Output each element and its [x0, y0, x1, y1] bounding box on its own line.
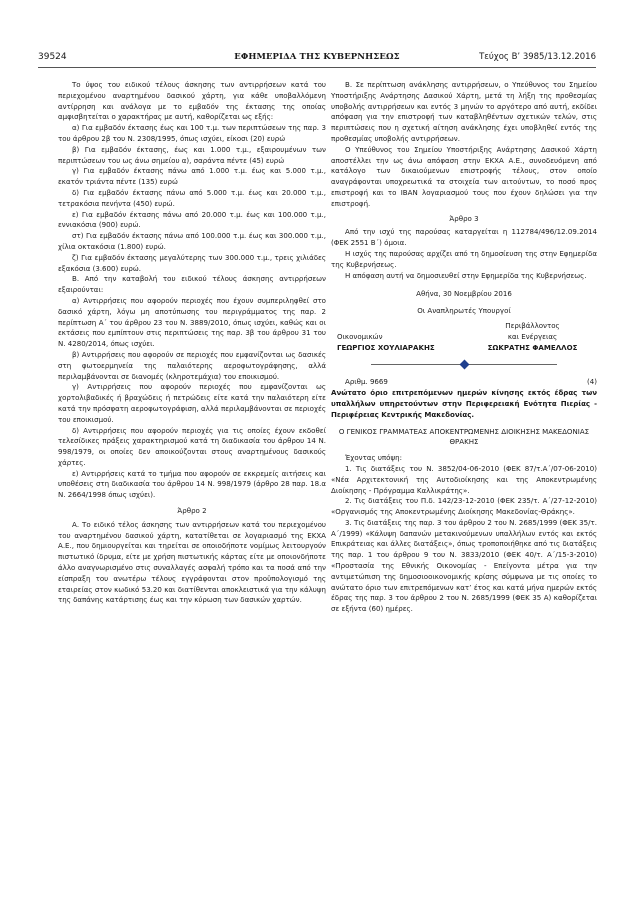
paragraph-article-2-b-cont: Ο Υπεύθυνος του Σημείου Υποστήριξης Ανάρτησης Δασικού Χάρτη αποστέλλει την ως άνω απόφαση στην ΕΚΧΑ Α.Ε., συνοδευόμενη από κατάλογο των δικαιούμενων επιστροφής τέλους, στον οποίο αναγράφονται υποχρεωτικά τα στοιχεία των αιτούντων, το ποσό προς επιστροφή και το IBAN λογαριασμού τους που έχουν δηλώσει για την επιστροφή.	[331, 144, 597, 208]
ministers-heading: Οι Αναπληρωτές Υπουργοί	[417, 306, 511, 316]
signature-environment	[468, 321, 597, 353]
signature-finance	[331, 321, 460, 353]
article-3-heading: Άρθρο 3	[449, 213, 479, 223]
decision-number: Αριθμ. 9669	[345, 377, 388, 387]
paragraph-fee-d: δ) Για εμβαδόν έκτασης πάνω από 5.000 τ.μ. έως και 20.000 τ.μ., τετρακόσια πενήντα (450) ευρώ.	[58, 187, 326, 208]
decision-sequence: (4)	[587, 377, 597, 387]
paragraph-fee-e: ε) Για εμβαδόν έκτασης πάνω από 20.000 τ.μ. έως και 100.000 τ.μ., εννιακόσια (900) ευρώ.	[58, 209, 326, 230]
right-column	[331, 80, 597, 615]
paragraph-exemption-c: γ) Αντιρρήσεις που αφορούν περιοχές που εμφανίζονται ως χορτολιβαδικές ή βραχώδεις ή πετρώδεις είτε κατά την παλαιότερη είτε κατά την πρόσφατη αεροφωτογράφιση, αλλά περιλαμβάνονται σε περιοχές του εποικισμού.	[58, 382, 326, 424]
place-date: Αθήνα, 30 Νοεμβρίου 2016	[416, 289, 512, 299]
minister-title-environment-1: Περιβάλλοντος	[505, 320, 560, 330]
minister-name-environment: ΣΩΚΡΑΤΗΣ ΦΑΜΕΛΛΟΣ	[487, 342, 578, 352]
recital-1: 1. Τις διατάξεις του Ν. 3852/04-06-2010 (ΦΕΚ 87/τ.Α΄/07-06-2010) «Νέα Αρχιτεκτονική της Αυτοδιοίκησης και της Αποκεντρωμένης Διοίκησης - Πρόγραμμα Καλλικράτης».	[331, 463, 597, 495]
section-divider	[331, 359, 597, 371]
paragraph-exemption-e: ε) Αντιρρήσεις κατά το τμήμα που αφορούν σε εκκρεμείς αιτήσεις και υποθέσεις στη διαδικασία του άρθρου 14 Ν. 998/1979 (άρθρο 28 παρ. 18.α Ν. 2664/1998 όπως ισχύει).	[58, 468, 326, 500]
left-column	[58, 80, 326, 606]
paragraph-article-3-repeal: Από την ισχύ της παρούσας καταργείται η 112784/496/12.09.2014 (ΦΕΚ 2551 Β΄) όμοια.	[331, 227, 597, 248]
minister-name-finance: ΓΕΩΡΓΙΟΣ ΧΟΥΛΙΑΡΑΚΗΣ	[337, 342, 435, 352]
paragraph-exemption-a: α) Αντιρρήσεις που αφορούν περιοχές που έχουν συμπεριληφθεί στο δασικό χάρτη, λόγω μη αποτύπωσης του περιγράμματος της παρ. 2 περίπτωση Α΄ του άρθρου 23 του Ν. 3889/2010, όπως ισχύει, καθώς και οι εκτάσεις που εμπίπτουν στις περιπτώσεις της παρ. 3β του άρθρου 31 του Ν. 4280/2014, όπως ισχύει.	[58, 295, 326, 349]
minister-title-finance: Οικονομικών	[337, 331, 383, 341]
paragraph-fee-st: στ) Για εμβαδόν έκτασης πάνω από 100.000 τ.μ. έως και 300.000 τ.μ., χίλια οκτακόσια (1.800) ευρώ.	[58, 231, 326, 251]
paragraph-fee-z: ζ) Για εμβαδόν έκτασης μεγαλύτερης των 300.000 τ.μ., τρεις χιλιάδες εξακόσια (3.600) ευρώ.	[58, 252, 326, 273]
paragraph-exemptions-intro: Β. Από την καταβολή του ειδικού τέλους άσκησης αντιρρήσεων εξαιρούνται:	[58, 274, 326, 295]
page-number: 39524	[38, 52, 67, 62]
paragraph-article-3-publish: Η απόφαση αυτή να δημοσιευθεί στην Εφημερίδα της Κυβερνήσεως.	[345, 270, 587, 280]
decision-number-row	[331, 377, 597, 388]
signatures	[331, 321, 597, 353]
decision-title: Ανώτατο όριο επιτρεπόμενων ημερών κίνησης εκτός έδρας των υπαλλήλων υπηρετούντων στην Περιφερειακή Ενότητα Πιερίας - Περιφέρειας Κεντρικής Μακεδονίας.	[331, 388, 597, 419]
paragraph-fee-intro: Το ύψος του ειδικού τέλους άσκησης των αντιρρήσεων κατά του περιεχομένου αναρτημένου δασικού χάρτη, για κάθε υποβαλλόμενη αντίρρηση και ανάλογα με το εμβαδόν της έκτασης της οποίας αμφισβητείται ο χαρακτήρας με αυτή, καθορίζεται ως εξής:	[58, 80, 326, 122]
paragraph-exemption-d: δ) Αντιρρήσεις που αφορούν περιοχές για τις οποίες έχουν εκδοθεί τελεσίδικες πράξεις χαρακτηρισμού κατά τη διαδικασία του άρθρου 14 Ν. 998/1979, οι οποίες δεν αποικούζονται στους αναρτημένους δασικούς χάρτες.	[58, 425, 326, 467]
paragraph-article-2-b: Β. Σε περίπτωση ανάκλησης αντιρρήσεων, ο Υπεύθυνος του Σημείου Υποστήριξης Ανάρτησης Δασικού Χάρτη, μετά τη λήξη της προθεσμίας υποβολής αντιρρήσεων και εντός 3 μηνών το αργότερο από αυτή, εκδίδει απόφαση για την επιστροφή των καταβληθέντων σχετικών τελών, στις περιπτώσεις που η σχετική αίτηση ανάκλησης έχει υποβληθεί εντός της προθεσμίας υποβολής αντιρρήσεων.	[331, 80, 597, 143]
paragraph-fee-c: γ) Για εμβαδόν έκτασης πάνω από 1.000 τ.μ. έως και 5.000 τ.μ., εκατόν τριάντα πέντε (135) ευρώ	[58, 166, 326, 187]
minister-title-environment-2: και Ενέργειας	[507, 331, 558, 341]
header-rule	[38, 67, 596, 68]
issue-reference: Τεύχος Β’ 3985/13.12.2016	[479, 52, 596, 62]
article-2-heading: Άρθρο 2	[177, 506, 207, 516]
paragraph-article-3-effect: Η ισχύς της παρούσας αρχίζει από τη δημοσίευση της στην Εφημερίδα της Κυβερνήσεως.	[331, 248, 597, 269]
issuing-authority: Ο ΓΕΝΙΚΟΣ ΓΡΑΜΜΑΤΕΑΣ ΑΠΟΚΕΝΤΡΩΜΕΝΗΣ ΔΙΟΙΚΗΣΗΣ ΜΑΚΕΔΟΝΙΑΣ ΘΡΑΚΗΣ	[338, 426, 590, 447]
having-regard: Έχοντας υπόψη:	[345, 453, 402, 463]
page-header	[38, 52, 596, 66]
paragraph-fee-b: β) Για εμβαδόν έκτασης, έως και 1.000 τ.μ., εξαιρουμένων των περιπτώσεων του ως άνω σημείου α), σαράντα πέντε (45) ευρώ	[58, 144, 326, 165]
gazette-title: ΕΦΗΜΕΡΙΔΑ ΤΗΣ ΚΥΒΕΡΝΗΣΕΩΣ	[234, 52, 400, 62]
paragraph-article-2-a: Α. Το ειδικό τέλος άσκησης των αντιρρήσεων κατά του περιεχομένου του αναρτημένου δασικού χάρτη, κατατίθεται σε λογαριασμό της ΕΚΧΑ Α.Ε., που δημιουργείται και τηρείται σε οποιοδήποτε νομίμως λειτουργούν πιστωτικό ίδρυμα, είτε με χρήση πιστωτικής κάρτας είτε με οποιονδήποτε άλλο αναγνωρισμένο στις συναλλαγές ασφαλή τρόπο και τα ποσά από την είσπραξη του ανωτέρω τέλους εγγράφονται στον προϋπολογισμό της εταιρείας στον κωδικό 53.20 και διατίθενται αποκλειστικά για την κάλυψη της δαπάνης κατάρτισης έως και την κύρωση των δασικών χαρτών.	[58, 519, 326, 605]
paragraph-exemption-b: β) Αντιρρήσεις που αφορούν σε περιοχές που εμφανίζονται ως δασικές στη φωτοερμηνεία της παλαιότερης αεροφωτογράφησης, αλλά περιλαμβάνονται σε διανομές (κληροτεμάχια) του εποικισμού.	[58, 349, 326, 381]
recital-2: 2. Τις διατάξεις του Π.δ. 142/23-12-2010 (ΦΕΚ 235/τ. Α΄/27-12-2010) «Οργανισμός της Αποκεντρωμένης Διοίκησης Μακεδονίας-Θράκης».	[331, 496, 597, 517]
divider-diamond-icon	[459, 360, 469, 370]
recital-3: 3. Τις διατάξεις της παρ. 3 του άρθρου 2 του Ν. 2685/1999 (ΦΕΚ 35/τ. Α΄/1999) «Κάλυψη δαπανών μετακινούμενων υπαλλήλων εντός και εκτός Επικράτειας και άλλες διατάξεις», όπως τροποποιήθηκε από τις διατάξεις της παρ. 1 του άρθρου 9 του Ν. 3833/2010 (ΦΕΚ 40/τ. Α΄/15-3-2010) «Προστασία της Εθνικής Οικονομίας - Επείγοντα μέτρα για την αντιμετώπιση της δημοσιοοικονομικής κρίσης σύμφωνα με τις οποίες το ανώτατο όριο των επιτρεπόμενων κατ’ έτος και κατά μήνα ημερών εκτός έδρας της παρ. 3 του άρθρου 2 του Ν. 2685/1999 (ΦΕΚ 35 Α) καθορίζεται σε εξήντα (60) ημέρες.	[331, 517, 597, 614]
paragraph-fee-a: α) Για εμβαδόν έκτασης έως και 100 τ.μ. των περιπτώσεων της παρ. 3 του άρθρου 2β του Ν. 2308/1995, όπως ισχύει, είκοσι (20) ευρώ	[58, 123, 326, 143]
